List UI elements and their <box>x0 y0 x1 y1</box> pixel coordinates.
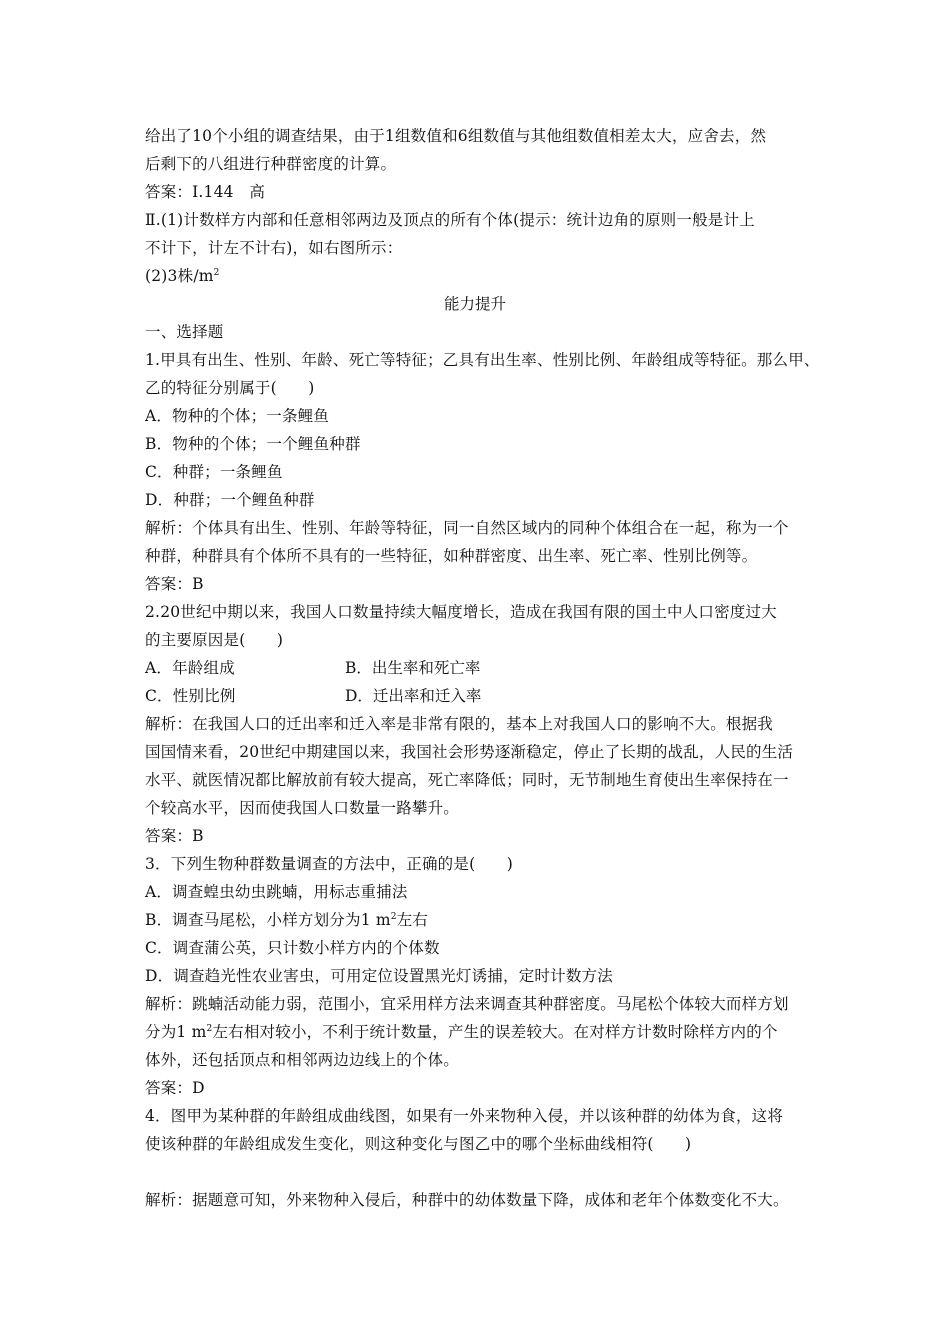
superscript: 2 <box>390 912 397 922</box>
q3-option-b-text: B．调查马尾松，小样方划分为1 m <box>145 911 391 929</box>
q1-option-c: C．种群；一条鲤鱼 <box>145 463 283 481</box>
density-text: (2)3株/m <box>145 267 214 285</box>
q1-stem-line-1: 1.甲具有出生、性别、年龄、死亡等特征；乙具有出生率、性别比例、年龄组成等特征。那么甲、 <box>145 351 820 369</box>
q1-explanation-line-2: 种群，种群具有个体所不具有的一些特征，如种群密度、出生率、死亡率、性别比例等。 <box>145 547 758 565</box>
part-ii-line-1: Ⅱ.(1)计数样方内部和任意相邻两边及顶点的所有个体(提示：统计边角的原则一般是计上 <box>145 211 755 229</box>
q3-answer: 答案：D <box>145 1079 205 1097</box>
intro-line-1: 给出了10个小组的调查结果，由于1组数值和6组数值与其他组数值相差太大，应舍去，然 <box>145 127 767 145</box>
subsection-title: 一、选择题 <box>145 323 224 341</box>
q3-explanation-line-1: 解析：跳蝻活动能力弱，范围小，宜采用样方法来调查其种群密度。马尾松个体较大而样方划 <box>145 995 789 1013</box>
superscript: 2 <box>213 268 220 278</box>
q3-option-d: D．调查趋光性农业害虫，可用定位设置黑光灯诱捕，定时计数方法 <box>145 967 613 985</box>
q4-stem-line-2: 使该种群的年龄组成发生变化，则这种变化与图乙中的哪个坐标曲线相符( ) <box>145 1135 692 1153</box>
q3-option-b <box>145 908 428 930</box>
q1-answer: 答案：B <box>145 575 204 593</box>
q3-explanation-tail: 左右相对较小，不利于统计数量，产生的误差较大。在对样方计数时除样方内的个 <box>212 1023 778 1041</box>
q3-stem: 3．下列生物种群数量调查的方法中，正确的是( ) <box>145 855 513 873</box>
q3-explanation-line-2 <box>145 1020 778 1042</box>
q1-option-a: A．物种的个体；一条鲤鱼 <box>145 407 330 425</box>
q3-explanation-text: 分为1 m <box>145 1023 207 1041</box>
q3-option-b-tail: 左右 <box>396 911 429 929</box>
q2-explanation-line-4: 个较高水平，因而使我国人口数量一路攀升。 <box>145 799 460 817</box>
q1-option-d: D．种群；一个鲤鱼种群 <box>145 491 315 509</box>
superscript: 2 <box>206 1024 213 1034</box>
q2-option-b: B．出生率和死亡率 <box>345 659 481 677</box>
q2-stem-line-2: 的主要原因是( ) <box>145 631 284 649</box>
intro-line-2: 后剩下的八组进行种群密度的计算。 <box>145 155 397 173</box>
answer-line: 答案：Ⅰ.144 高 <box>145 183 266 201</box>
q1-explanation-line-1: 解析：个体具有出生、性别、年龄等特征，同一自然区域内的同种个体组合在一起，称为一个 <box>145 519 789 537</box>
q2-option-c: C．性别比例 <box>145 687 236 705</box>
q1-option-b: B．物种的个体；一个鲤鱼种群 <box>145 435 361 453</box>
part-ii-line-3 <box>145 264 220 286</box>
q3-option-a: A．调查蝗虫幼虫跳蝻，用标志重捕法 <box>145 883 408 901</box>
q4-stem-line-1: 4．图甲为某种群的年龄组成曲线图，如果有一外来物种入侵，并以该种群的幼体为食，这将 <box>145 1107 784 1125</box>
q1-stem-line-2: 乙的特征分别属于( ) <box>145 379 315 397</box>
q3-explanation-line-3: 体外，还包括顶点和相邻两边边线上的个体。 <box>145 1051 460 1069</box>
q2-explanation-line-1: 解析：在我国人口的迁出率和迁入率是非常有限的，基本上对我国人口的影响不大。根据我 <box>145 715 774 733</box>
q2-stem-line-1: 2.20世纪中期以来，我国人口数量持续大幅度增长，造成在我国有限的国土中人口密度过大 <box>145 603 777 621</box>
part-ii-line-2: 不计下，计左不计右)，如右图所示： <box>145 239 403 257</box>
q2-option-d: D．迁出率和迁入率 <box>345 687 482 705</box>
q2-option-a: A．年龄组成 <box>145 659 235 677</box>
q4-explanation-line-1: 解析：据题意可知，外来物种入侵后，种群中的幼体数量下降，成体和老年个体数变化不大。 <box>145 1191 789 1209</box>
section-title: 能力提升 <box>443 295 506 313</box>
q2-explanation-line-2: 国国情来看，20世纪中期建国以来，我国社会形势逐渐稳定，停止了长期的战乱，人民的生活 <box>145 743 794 761</box>
q2-explanation-line-3: 水平、就医情况都比解放前有较大提高，死亡率降低；同时，无节制地生育使出生率保持在一 <box>145 771 789 789</box>
q3-option-c: C．调查蒲公英，只计数小样方内的个体数 <box>145 939 440 957</box>
q2-answer: 答案：B <box>145 827 204 845</box>
